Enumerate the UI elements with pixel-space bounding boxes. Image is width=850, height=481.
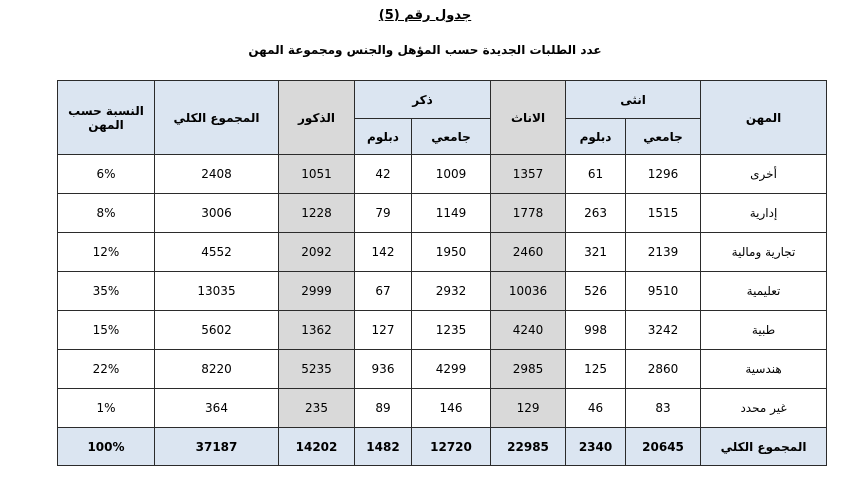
header-percent: النسبة حسب المهن [58,81,155,155]
cell-female-university: 9510 [626,272,701,311]
cell-total: 364 [155,389,279,428]
cell-males: 5235 [279,350,355,389]
total-total: 37187 [155,428,279,466]
cell-males: 1228 [279,194,355,233]
table-row [58,389,827,428]
cell-male-diploma: 936 [355,350,412,389]
cell-males: 1051 [279,155,355,194]
cell-profession: تعليمية [701,272,827,311]
cell-male-university: 2932 [412,272,491,311]
total-males: 14202 [279,428,355,466]
cell-profession: إدارية [701,194,827,233]
cell-male-university: 146 [412,389,491,428]
cell-male-diploma: 42 [355,155,412,194]
cell-female-university: 2139 [626,233,701,272]
table-row [58,272,827,311]
cell-male-diploma: 79 [355,194,412,233]
cell-percent: 12% [58,233,155,272]
header-total: المجموع الكلي [155,81,279,155]
cell-males: 1362 [279,311,355,350]
table-subtitle: عدد الطلبات الجديدة حسب المؤهل والجنس ومجموعة المهن [248,43,602,57]
cell-male-university: 1950 [412,233,491,272]
header-male-diploma: دبلوم [355,119,412,155]
table-caption: جدول رقم (5) [378,8,472,23]
cell-females: 2460 [491,233,566,272]
total-male-diploma: 1482 [355,428,412,466]
header-male-group: ذكر [355,81,491,119]
table-row [58,155,827,194]
cell-male-university: 1149 [412,194,491,233]
cell-female-university: 1515 [626,194,701,233]
cell-male-diploma: 67 [355,272,412,311]
cell-male-diploma: 127 [355,311,412,350]
cell-total: 2408 [155,155,279,194]
cell-total: 3006 [155,194,279,233]
cell-profession: تجارية ومالية [701,233,827,272]
cell-percent: 35% [58,272,155,311]
cell-percent: 1% [58,389,155,428]
cell-male-university: 1235 [412,311,491,350]
cell-females: 1357 [491,155,566,194]
header-females: الاناث [491,81,566,155]
cell-male-diploma: 142 [355,233,412,272]
cell-female-diploma: 263 [566,194,626,233]
cell-female-university: 83 [626,389,701,428]
cell-total: 4552 [155,233,279,272]
cell-female-university: 2860 [626,350,701,389]
cell-male-university: 4299 [412,350,491,389]
cell-profession: طبية [701,311,827,350]
cell-male-university: 1009 [412,155,491,194]
cell-females: 2985 [491,350,566,389]
cell-female-diploma: 526 [566,272,626,311]
header-female-group: انثى [566,81,701,119]
cell-percent: 6% [58,155,155,194]
table-row [58,350,827,389]
header-profession: المهن [701,81,827,155]
total-row [58,428,827,466]
total-female-university: 20645 [626,428,701,466]
cell-profession: هندسية [701,350,827,389]
total-male-university: 12720 [412,428,491,466]
cell-female-diploma: 125 [566,350,626,389]
cell-total: 8220 [155,350,279,389]
cell-females: 10036 [491,272,566,311]
cell-female-university: 3242 [626,311,701,350]
total-females: 22985 [491,428,566,466]
cell-male-diploma: 89 [355,389,412,428]
header-female-diploma: دبلوم [566,119,626,155]
cell-males: 2999 [279,272,355,311]
cell-profession: أخرى [701,155,827,194]
header-male-university: جامعي [412,119,491,155]
cell-females: 4240 [491,311,566,350]
table-row [58,311,827,350]
table-row [58,233,827,272]
cell-total: 5602 [155,311,279,350]
cell-female-diploma: 61 [566,155,626,194]
cell-males: 2092 [279,233,355,272]
cell-percent: 15% [58,311,155,350]
cell-profession: غير محدد [701,389,827,428]
cell-females: 1778 [491,194,566,233]
cell-female-diploma: 321 [566,233,626,272]
cell-female-university: 1296 [626,155,701,194]
total-profession: المجموع الكلي [701,428,827,466]
cell-females: 129 [491,389,566,428]
cell-percent: 22% [58,350,155,389]
total-female-diploma: 2340 [566,428,626,466]
applications-table [57,80,827,466]
cell-percent: 8% [58,194,155,233]
table-row [58,194,827,233]
cell-female-diploma: 998 [566,311,626,350]
cell-males: 235 [279,389,355,428]
cell-total: 13035 [155,272,279,311]
cell-female-diploma: 46 [566,389,626,428]
header-males: الذكور [279,81,355,155]
total-percent: 100% [58,428,155,466]
header-female-university: جامعي [626,119,701,155]
